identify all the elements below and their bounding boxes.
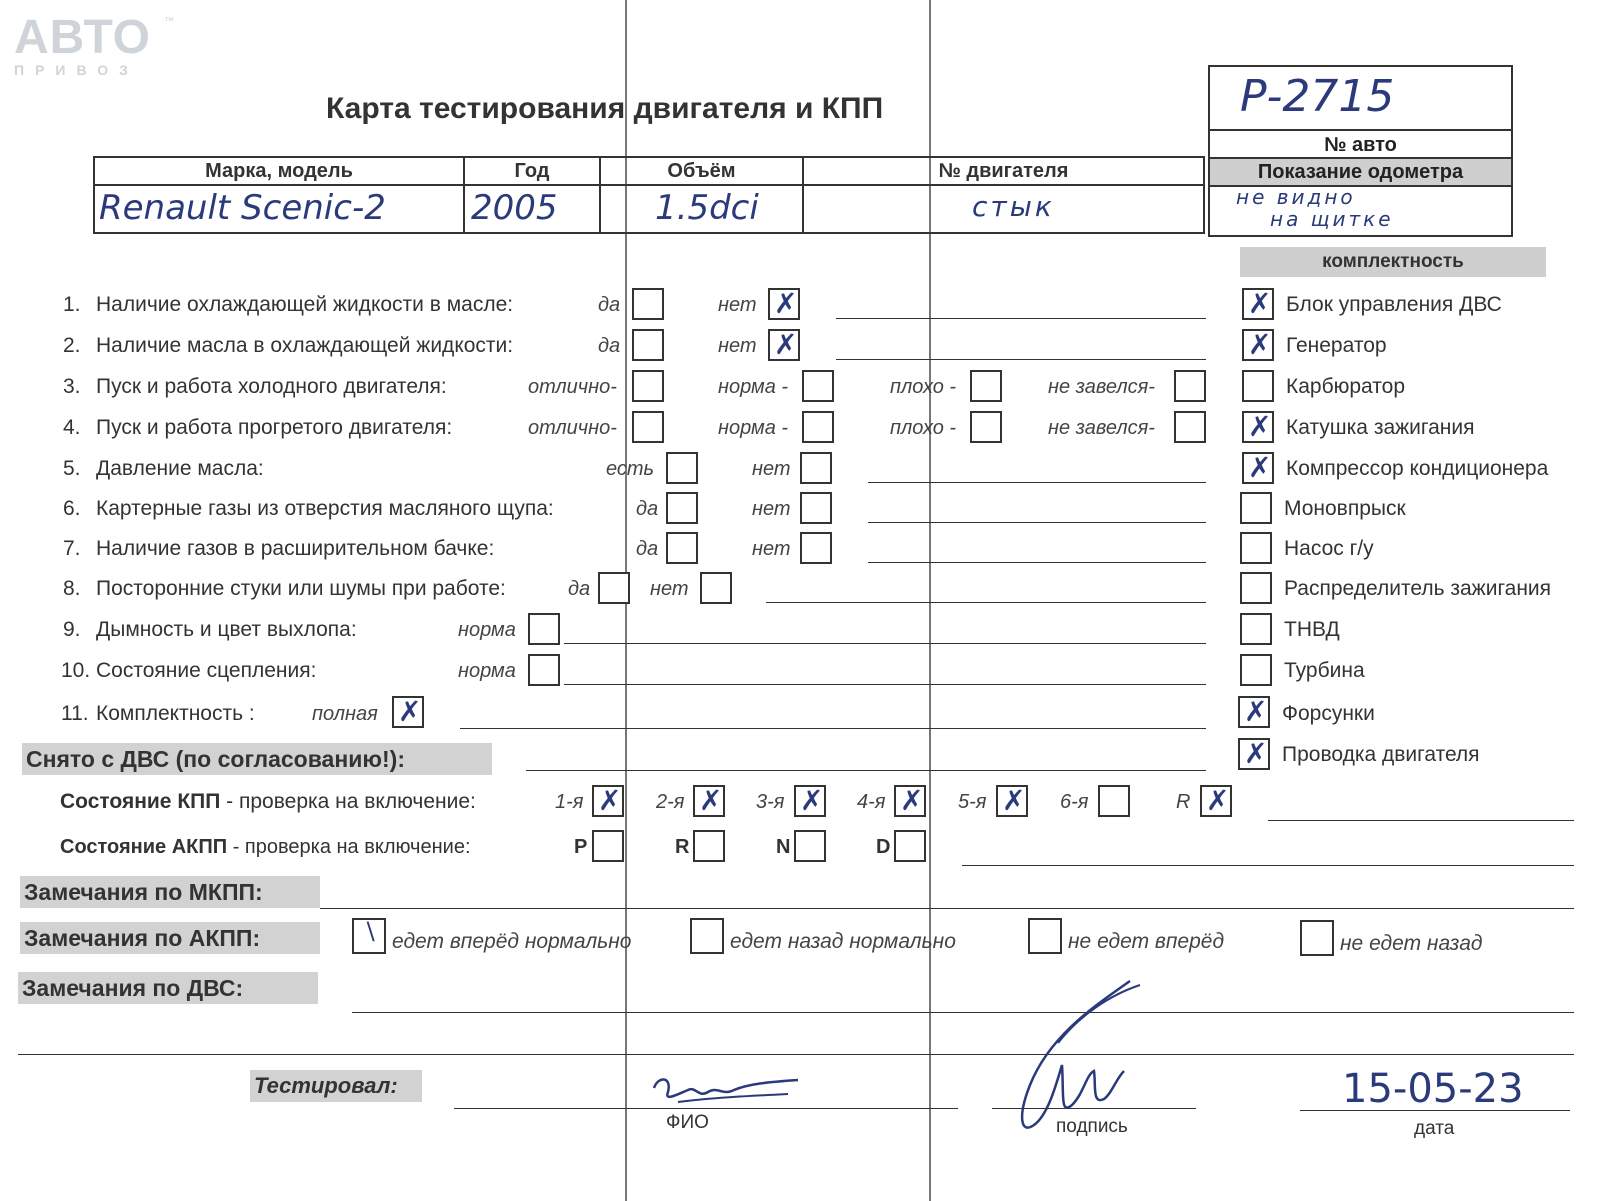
question-number: 11. [61,702,89,725]
fio-line [454,1108,958,1109]
question-number: 5. [63,457,81,480]
signature-line [992,1108,1196,1109]
answer-line [836,359,1206,360]
akpp-gear-checkbox[interactable] [894,830,926,862]
fio-caption: ФИО [666,1112,709,1133]
gear-checkbox-checked[interactable] [894,785,926,817]
auto-number-handwritten: Р-2715 [1240,71,1395,122]
remarks-dvs-line-2 [18,1054,1574,1055]
page-title: Карта тестирования двигателя и КПП [326,92,884,125]
akpp-remark-checkbox[interactable] [1300,920,1334,956]
question-text: Пуск и работа прогретого двигателя: [96,416,453,439]
checkbox[interactable] [666,452,698,484]
checkbox[interactable] [666,532,698,564]
question-text: Наличие охлаждающей жидкости в масле: [96,293,514,316]
logo [14,11,174,78]
question-text: Посторонние стуки или шумы при работе: [96,577,506,600]
kit-checkbox-checked[interactable] [1238,696,1270,728]
gear-checkbox-checked[interactable] [592,785,624,817]
akpp-answer-line [962,865,1574,866]
option-label: нет [752,458,791,480]
checkbox[interactable] [800,452,832,484]
remarks-akpp-label: Замечания по АКПП: [20,922,320,954]
akpp-remark-option: не едет назад [1340,932,1483,955]
answer-line [564,643,1206,644]
option-label: полная [312,703,378,725]
akpp-label-rest: - проверка на включение: [227,836,471,858]
checkbox[interactable] [528,613,560,645]
question-text: Наличие газов в расширительном бачке: [96,537,495,560]
logo-tm: ™ [164,16,174,27]
option-label: норма [458,619,516,641]
question-text: Комплектность : [96,702,255,725]
gear-label: 1-я [555,791,584,813]
option-label: нет [650,578,689,600]
akpp-label [60,836,471,859]
kit-checkbox-checked[interactable] [1242,411,1274,443]
removed-section-label: Снято с ДВС (по согласованию!): [22,743,492,775]
akpp-gear-label: N [776,836,791,858]
logo-text: АВТО [14,11,151,64]
kit-checkbox-checked[interactable] [1242,329,1274,361]
option-label: плохо - [890,376,957,398]
kit-item-label: Блок управления ДВС [1286,293,1502,316]
engine-number-value: стык [972,190,1055,223]
option-label: отлично- [528,417,617,439]
remarks-mkpp-label: Замечания по МКПП: [20,876,320,908]
question-text: Дымность и цвет выхлопа: [96,618,357,641]
kit-checkbox[interactable] [1240,654,1272,686]
kpp-label-bold: Состояние КПП [60,790,221,813]
auto-number-box [1208,65,1513,237]
volume-cell [601,158,804,232]
gear-label: 4-я [857,791,886,813]
date-line [1300,1110,1570,1111]
checkbox[interactable] [528,654,560,686]
gear-checkbox-checked[interactable] [794,785,826,817]
option-label: нет [752,538,791,560]
checkbox[interactable] [800,532,832,564]
gear-label: 5-я [958,791,987,813]
answer-line [868,562,1206,563]
model-value: Renault Scenic-2 [99,188,386,228]
question-number: 6. [63,497,81,520]
akpp-gear-checkbox[interactable] [693,830,725,862]
akpp-gear-label: P [574,836,588,858]
year-header: Год [465,158,599,186]
auto-number-label: № авто [1210,129,1511,159]
answer-line [766,602,1206,603]
akpp-remark-checkbox[interactable] [1028,918,1062,954]
checkbox[interactable] [802,370,834,402]
kit-checkbox-checked[interactable] [1242,452,1274,484]
checkbox-checked[interactable] [392,696,424,728]
kpp-label [60,790,476,814]
removed-line [526,770,1206,771]
kit-checkbox-checked[interactable] [1238,738,1270,770]
year-cell [465,158,601,232]
question-number: 2. [63,334,81,357]
kit-item-label: Компрессор кондиционера [1286,457,1549,480]
gear-checkbox[interactable] [1098,785,1130,817]
gear-checkbox-checked[interactable] [1200,785,1232,817]
option-label: да [636,538,659,560]
answer-line [460,728,1206,729]
akpp-remark-option: не едет вперёд [1068,930,1225,953]
remarks-mkpp-line [320,908,1574,909]
checkbox[interactable] [700,572,732,604]
kit-item-label: Насос г/у [1284,537,1374,560]
year-value: 2005 [471,188,558,228]
checkbox[interactable] [632,329,664,361]
checkbox[interactable] [632,288,664,320]
checkbox[interactable] [632,411,664,443]
kit-checkbox[interactable] [1240,613,1272,645]
option-label: норма - [718,417,789,439]
kit-item-label: Моновпрыск [1284,497,1406,520]
akpp-remark-option: едет вперёд нормально [392,930,632,953]
checkbox[interactable] [1174,370,1206,402]
akpp-gear-label: D [876,836,891,858]
date-value: 15-05-23 [1342,1066,1524,1112]
odometer-value-line1: не видно [1236,185,1356,209]
akpp-remark-option: едет назад нормально [730,930,956,953]
akpp-gear-checkbox[interactable] [592,830,624,862]
checkbox[interactable] [970,411,1002,443]
kit-item-label: Форсунки [1282,702,1375,725]
remarks-dvs-label: Замечания по ДВС: [18,972,318,1004]
option-label: плохо - [890,417,957,439]
kit-item-label: Проводка двигателя [1282,743,1480,766]
kit-checkbox-checked[interactable] [1242,288,1274,320]
gear-checkbox-checked[interactable] [693,785,725,817]
answer-line [868,522,1206,523]
kit-checkbox[interactable] [1242,370,1274,402]
option-label: есть [606,458,655,480]
checkbox[interactable] [970,370,1002,402]
question-number: 7. [63,537,81,560]
question-text: Наличие масла в охлаждающей жидкости: [96,334,514,357]
question-text: Давление масла: [96,457,264,480]
akpp-gear-checkbox[interactable] [794,830,826,862]
option-label: да [568,578,591,600]
gear-checkbox-checked[interactable] [996,785,1028,817]
gear-label: R [1176,791,1191,813]
remarks-dvs-line [352,1012,1574,1013]
checkbox[interactable] [666,492,698,524]
logo-subtitle: ПРИВОЗ [14,62,139,78]
gear-label: 3-я [756,791,785,813]
question-text: Пуск и работа холодного двигателя: [96,375,447,398]
question-number: 1. [63,293,81,316]
option-label: нет [718,335,757,357]
option-label: не завелся- [1048,376,1155,398]
kit-checkbox[interactable] [1240,572,1272,604]
kit-item-label: ТНВД [1284,618,1340,641]
checkbox-checked[interactable] [768,288,800,320]
kpp-label-rest: - проверка на включение: [220,790,476,813]
akpp-remark-checkbox-checked[interactable] [352,918,386,954]
signature-caption: подпись [1056,1116,1128,1137]
question-number: 4. [63,416,81,439]
tested-label: Тестировал: [250,1070,422,1102]
question-number: 3. [63,375,81,398]
gear-label: 6-я [1060,791,1089,813]
question-text: Состояние сцепления: [96,659,317,682]
option-label: нет [718,294,757,316]
kpp-answer-line [1268,820,1574,821]
volume-header: Объём [601,158,802,186]
answer-line [564,684,1206,685]
checkbox[interactable] [800,492,832,524]
option-label: отлично- [528,376,617,398]
akpp-remark-checkbox[interactable] [690,918,724,954]
option-label: да [598,335,621,357]
kit-item-label: Генератор [1286,334,1387,357]
kit-item-label: Турбина [1284,659,1365,682]
option-label: да [636,498,659,520]
option-label: да [598,294,621,316]
kit-item-label: Катушка зажигания [1286,416,1475,439]
checkbox[interactable] [598,572,630,604]
model-cell [95,158,465,232]
answer-line [836,318,1206,319]
question-number: 10. [61,659,91,682]
option-label: не завелся- [1048,417,1155,439]
kit-header: комплектность [1240,247,1546,277]
question-text: Картерные газы из отверстия масляного щупа: [96,497,554,520]
kit-checkbox[interactable] [1240,532,1272,564]
vehicle-header-table [93,156,1205,234]
option-label: нет [752,498,791,520]
fio-signature [648,1068,808,1112]
checkbox[interactable] [632,370,664,402]
volume-value: 1.5dci [655,188,759,228]
question-number: 8. [63,577,81,600]
date-caption: дата [1414,1118,1455,1139]
odometer-value-line2: на щитке [1270,207,1394,231]
kit-item-label: Карбюратор [1286,375,1406,398]
option-label: норма [458,660,516,682]
engine-number-header: № двигателя [804,158,1203,186]
kit-checkbox[interactable] [1240,492,1272,524]
gear-label: 2-я [656,791,685,813]
model-header: Марка, модель [95,158,463,186]
akpp-gear-label: R [675,836,690,858]
option-label: норма - [718,376,789,398]
checkbox-checked[interactable] [768,329,800,361]
question-number: 9. [63,618,81,641]
checkbox[interactable] [1174,411,1206,443]
checkbox[interactable] [802,411,834,443]
answer-line [868,482,1206,483]
engine-number-cell [804,158,1203,232]
odometer-label: Показание одометра [1210,157,1511,187]
kit-item-label: Распределитель зажигания [1284,577,1552,600]
akpp-label-bold: Состояние АКПП [60,836,228,858]
